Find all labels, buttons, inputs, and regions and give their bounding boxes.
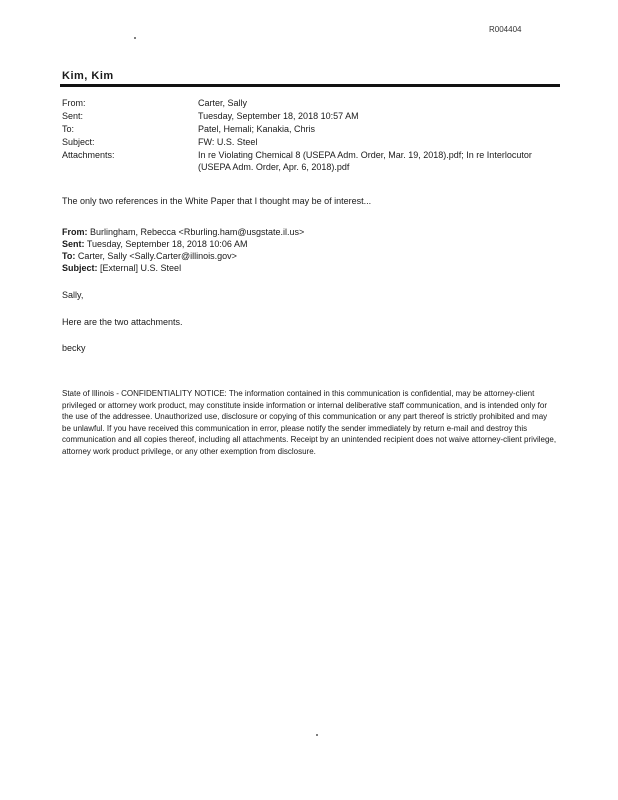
forwarded-to-value[interactable]: Carter, Sally <Sally.Carter@illinois.gov> (77, 251, 237, 261)
scan-speck (316, 734, 318, 736)
forwarded-subject (62, 262, 562, 274)
scan-speck (134, 37, 136, 39)
header-label: Subject: (62, 137, 95, 147)
header-value: Carter, Sally (198, 98, 248, 108)
message-intro: The only two references in the White Paper that I thought may be of interest... (62, 196, 372, 206)
forwarded-sent (62, 238, 562, 250)
forwarded-from (62, 226, 562, 238)
sender-name: Kim, Kim (62, 70, 114, 82)
attachment-list[interactable]: In re Violating Chemical 8 (USEPA Adm. Order, Mar. 19, 2018).pdf; In re Interlocutor (USEPA Adm. Order, Apr. 6, 2018).pdf (198, 150, 532, 172)
forwarded-sent-label: Sent: (62, 239, 85, 249)
forwarded-header (62, 226, 562, 274)
forwarded-body: Here are the two attachments. (62, 317, 183, 327)
header-label: From: (62, 98, 86, 108)
confidentiality-notice: State of Illinois - CONFIDENTIALITY NOTICE: The information contained in this communication is confidential, may be attorney-client privileged or attorney work product, may constitute inside information or internal deliberative staff communication, and is intended only for the use of the addressee. Unauthorized use, disclosure or copying of this communication or any part thereof is strictly prohibited and may be unlawful. If you have received this communication in error, please notify the sender immediately by return e-mail and destroy this communication and all copies thereof, including all attachments. Receipt by an unintended recipient does not waive attorney-client privilege, attorney work product privilege, or any other exemption from disclosure. (62, 389, 557, 456)
header-label: Attachments: (62, 150, 115, 160)
header-value: FW: U.S. Steel (198, 137, 258, 147)
signoff: becky (62, 343, 86, 353)
forwarded-from-value[interactable]: Burlingham, Rebecca <Rburling.ham@usgstate.il.us> (90, 227, 305, 237)
forwarded-to-label: To: (62, 251, 76, 261)
bates-number: R004404 (489, 25, 522, 34)
header-label: To: (62, 124, 75, 134)
forwarded-subject-label: Subject: (62, 263, 98, 273)
forwarded-sent-value: Tuesday, September 18, 2018 10:06 AM (86, 239, 248, 249)
header-value: Patel, Hemali; Kanakia, Chris (198, 124, 316, 134)
header-value: Tuesday, September 18, 2018 10:57 AM (198, 111, 359, 121)
forwarded-to (62, 250, 562, 262)
header-label: Sent: (62, 111, 84, 121)
forwarded-from-label: From: (62, 227, 88, 237)
greeting: Sally, (62, 290, 84, 300)
forwarded-subject-value: [External] U.S. Steel (100, 263, 182, 273)
header-rule (60, 84, 560, 87)
